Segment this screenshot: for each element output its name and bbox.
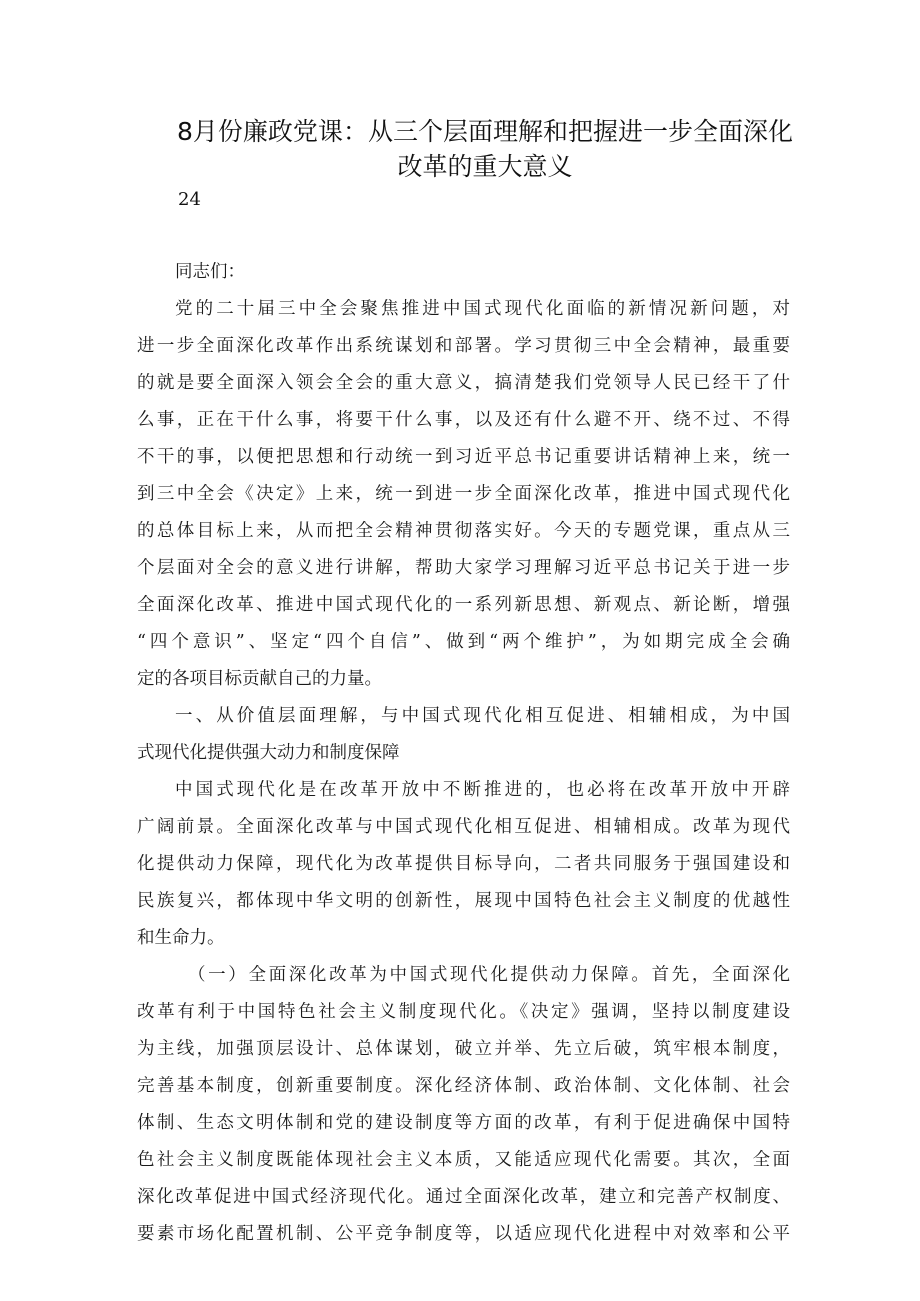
body-line: 的就是要全面深入领会全会的重大意义，搞清楚我们党领导人民已经干了什 (137, 373, 790, 393)
body-line: 化提供动力保障，现代化为改革提供目标导向，二者共同服务于强国建设和 (137, 854, 790, 874)
body-line: 中国式现代化是在改革开放中不断推进的，也必将在改革开放中开辟 (175, 780, 790, 800)
salutation: 同志们： (175, 262, 245, 282)
body-line: 的总体目标上来，从而把全会精神贯彻落实好。今天的专题党课，重点从三 (137, 521, 790, 541)
body-line: 体制、生态文明体制和党的建设制度等方面的改革，有利于促进确保中国特 (137, 1113, 790, 1133)
subsection-line: （一）全面深化改革为中国式现代化提供动力保障。首先，全面深化 (188, 965, 790, 985)
section-heading-line: 一、从价值层面理解，与中国式现代化相互促进、相辅相成，为中国 (175, 706, 790, 726)
body-line: 为主线，加强顶层设计、总体谋划，破立并举、先立后破，筑牢根本制度， (137, 1039, 790, 1059)
body-line: 民族复兴，都体现中华文明的创新性，展现中国特色社会主义制度的优越性 (137, 891, 790, 911)
body-line: 么事，正在干什么事，将要干什么事，以及还有什么避不开、绕不过、不得 (137, 410, 790, 430)
body-line: 定的各项目标贡献自己的力量。 (137, 669, 382, 689)
body-line: 进一步全面深化改革作出系统谋划和部署。学习贯彻三中全会精神，最重要 (137, 336, 790, 356)
body-line: 要素市场化配置机制、公平竞争制度等，以适应现代化进程中对效率和公平 (137, 1224, 790, 1244)
body-line: 深化改革促进中国式经济现代化。通过全面深化改革，建立和完善产权制度、 (137, 1187, 790, 1207)
body-line: 广阔前景。全面深化改革与中国式现代化相互促进、相辅相成。改革为现代 (137, 817, 790, 837)
body-line: 和生命力。 (137, 928, 225, 948)
document-title-line-1: 8月份廉政党课：从三个层面理解和把握进一步全面深化 (177, 117, 793, 146)
document-date: 24 (178, 189, 201, 210)
body-line: “四个意识”、坚定“四个自信”、做到“两个维护”，为如期完成全会确 (137, 632, 790, 652)
body-line: 不干的事，以便把思想和行动统一到习近平总书记重要讲话精神上来，统一 (137, 447, 790, 467)
body-line: 个层面对全会的意义进行讲解，帮助大家学习理解习近平总书记关于进一步 (137, 558, 790, 578)
body-line: 党的二十届三中全会聚焦推进中国式现代化面临的新情况新问题，对 (175, 299, 790, 319)
body-line: 改革有利于中国特色社会主义制度现代化。《决定》强调，坚持以制度建设 (137, 1002, 790, 1022)
document-title-line-2: 改革的重大意义 (397, 152, 573, 181)
body-line: 色社会主义制度既能体现社会主义本质，又能适应现代化需要。其次，全面 (137, 1150, 790, 1170)
body-line: 完善基本制度，创新重要制度。深化经济体制、政治体制、文化体制、社会 (137, 1076, 790, 1096)
section-heading-line: 式现代化提供强大动力和制度保障 (137, 743, 400, 763)
body-line: 到三中全会《决定》上来，统一到进一步全面深化改革，推进中国式现代化 (137, 484, 790, 504)
body-line: 全面深化改革、推进中国式现代化的一系列新思想、新观点、新论断，增强 (137, 595, 790, 615)
